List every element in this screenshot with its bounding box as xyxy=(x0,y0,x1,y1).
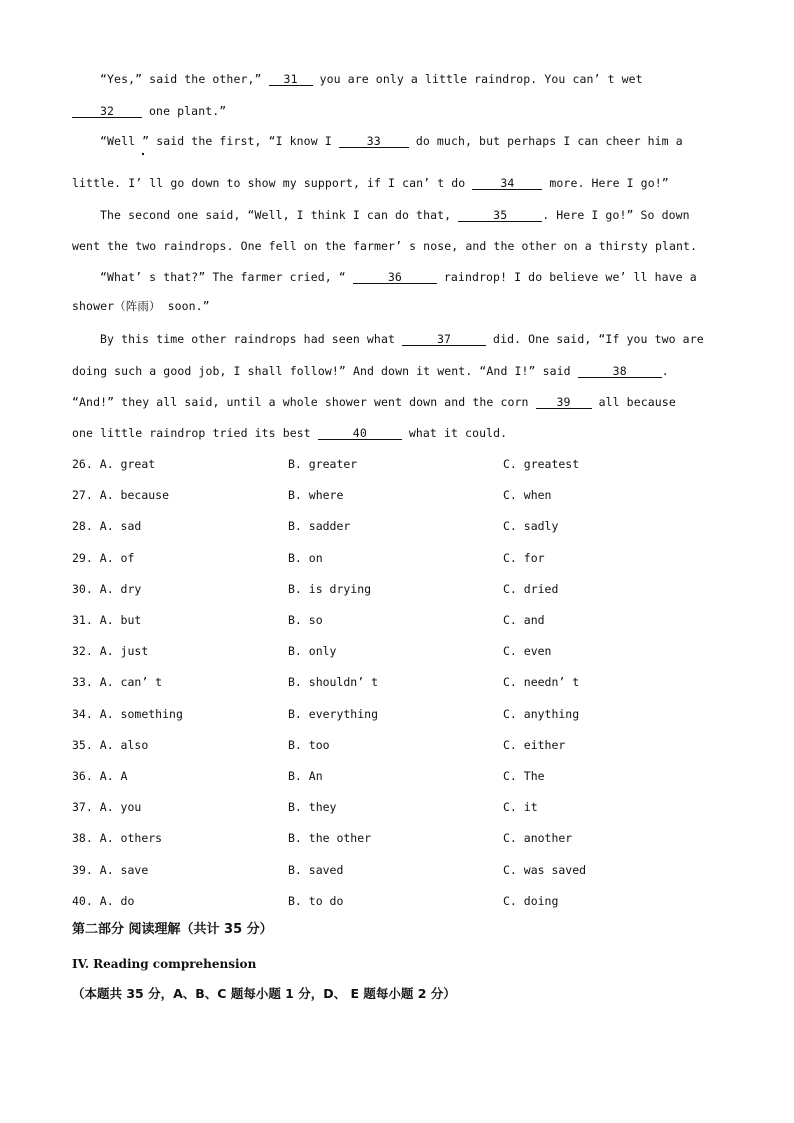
passage-line xyxy=(100,332,704,346)
blank-36: 36 xyxy=(353,271,437,284)
option-a-group xyxy=(72,738,148,752)
stray-dot xyxy=(142,153,144,155)
passage-text: do much, but perhaps I can cheer him a xyxy=(408,134,683,148)
option-a-group xyxy=(72,488,169,502)
option-c[interactable]: C. doing xyxy=(503,893,559,908)
passage-line xyxy=(100,208,690,222)
option-c[interactable]: C. even xyxy=(503,644,552,659)
passage-line xyxy=(72,299,210,313)
option-a-group xyxy=(72,707,183,721)
section-title: 第二部分 阅读理解（共计 35 分） xyxy=(72,922,273,937)
blank-39: 39 xyxy=(536,396,592,409)
option-b[interactable]: B. sadder xyxy=(288,519,351,534)
passage-text: “And!” they all said, until a whole shower went down and the corn xyxy=(72,395,536,409)
option-a-group xyxy=(72,800,141,814)
option-a[interactable]: A. A xyxy=(99,769,128,783)
question-number: 40. xyxy=(72,893,93,908)
option-a-group xyxy=(72,582,141,596)
option-c[interactable]: C. for xyxy=(503,550,545,565)
option-a[interactable]: A. of xyxy=(99,550,135,565)
passage-line xyxy=(72,104,226,118)
passage-text: “Yes,” said the other,” xyxy=(100,72,269,86)
passage-text: all because xyxy=(591,395,676,409)
option-c[interactable]: C. needn’ t xyxy=(503,675,580,690)
option-a[interactable]: A. but xyxy=(99,613,142,627)
option-a[interactable]: A. great xyxy=(99,457,156,471)
option-a-group xyxy=(72,519,141,533)
passage-line xyxy=(72,364,669,378)
option-a[interactable]: A. can’ t xyxy=(99,675,163,690)
blank-37: 37 xyxy=(402,333,486,346)
passage-text: you are only a little raindrop. You can’ t wet xyxy=(312,72,643,86)
question-number: 34. xyxy=(72,706,93,721)
option-b[interactable]: B. is drying xyxy=(288,581,372,596)
option-a[interactable]: A. just xyxy=(99,644,149,659)
question-number: 35. xyxy=(72,737,93,752)
blank-35: 35 xyxy=(458,209,542,222)
passage-text: The second one said, “Well, I think I can do that, xyxy=(100,208,459,222)
question-number: 30. xyxy=(72,581,93,596)
option-c[interactable]: C. it xyxy=(503,800,538,815)
option-c[interactable]: C. The xyxy=(503,769,545,783)
question-number: 32. xyxy=(72,644,93,659)
question-number: 26. xyxy=(72,457,93,471)
section-note: （本题共 35 分，A、B、C 题每小题 1 分，D、 E 题每小题 2 分） xyxy=(72,986,456,1001)
passage-line xyxy=(100,270,697,284)
option-c[interactable]: C. sadly xyxy=(503,519,559,534)
blank-32: 32 xyxy=(72,105,142,118)
option-a-group xyxy=(72,831,162,845)
option-a[interactable]: A. do xyxy=(99,893,135,908)
option-a[interactable]: A. you xyxy=(99,800,142,815)
option-b[interactable]: B. saved xyxy=(288,862,344,877)
option-b[interactable]: B. where xyxy=(288,488,344,503)
option-b[interactable]: B. they xyxy=(288,800,337,815)
option-a-group xyxy=(72,551,134,565)
passage-text: By this time other raindrops had seen what xyxy=(100,332,403,346)
passage-line xyxy=(100,72,643,86)
passage-text: “What’ s that?” The farmer cried, “ xyxy=(100,270,353,284)
option-a[interactable]: A. dry xyxy=(99,581,142,596)
passage-line xyxy=(72,395,676,409)
option-c[interactable]: C. when xyxy=(503,488,552,503)
passage-text: more. Here I go!” xyxy=(542,176,669,190)
option-b[interactable]: B. shouldn’ t xyxy=(288,675,379,690)
option-a-group xyxy=(72,644,148,658)
passage-line xyxy=(100,134,683,148)
option-a-group xyxy=(72,613,141,627)
question-number: 27. xyxy=(72,488,93,503)
section-subtitle: IV. Reading comprehension xyxy=(72,957,257,971)
passage-text: raindrop! I do believe we’ ll have a xyxy=(436,270,697,284)
passage-text: went the two raindrops. One fell on the farmer’ s nose, and the other on a thirsty plant. xyxy=(72,239,698,253)
question-number: 29. xyxy=(72,550,93,565)
option-b[interactable]: B. on xyxy=(288,550,323,565)
option-a-group xyxy=(72,675,162,689)
option-a-group xyxy=(72,769,127,783)
option-a[interactable]: A. because xyxy=(99,488,170,503)
question-number: 33. xyxy=(72,675,93,690)
option-c[interactable]: C. either xyxy=(503,737,566,752)
option-a[interactable]: A. others xyxy=(99,831,163,846)
blank-38: 38 xyxy=(578,365,662,378)
option-a[interactable]: A. sad xyxy=(99,519,142,534)
option-a[interactable]: A. something xyxy=(99,706,183,721)
passage-text: . xyxy=(661,364,669,378)
option-b[interactable]: B. too xyxy=(288,737,330,752)
passage-text: “Well ” said the first, “I know I xyxy=(100,134,339,148)
question-number: 31. xyxy=(72,613,93,627)
option-b[interactable]: B. greater xyxy=(288,457,358,471)
passage-text: one plant.” xyxy=(142,104,227,118)
option-a-group xyxy=(72,894,134,908)
passage-line xyxy=(72,176,669,190)
passage-text: what it could. xyxy=(401,426,508,440)
passage-text: shower（阵雨） soon.” xyxy=(72,299,210,313)
option-a-group xyxy=(72,863,148,877)
blank-34: 34 xyxy=(472,177,542,190)
blank-33: 33 xyxy=(339,135,409,148)
option-c[interactable]: C. anything xyxy=(503,706,580,721)
option-b[interactable]: B. everything xyxy=(288,706,379,721)
question-number: 38. xyxy=(72,831,93,846)
option-b[interactable]: B. to do xyxy=(288,893,344,908)
option-b[interactable]: B. An xyxy=(288,769,323,783)
passage-text: doing such a good job, I shall follow!” And down it went. “And I!” said xyxy=(72,364,578,378)
question-number: 36. xyxy=(72,769,93,783)
option-c[interactable]: C. and xyxy=(503,613,545,627)
option-b[interactable]: B. so xyxy=(288,613,323,627)
passage-line xyxy=(72,426,507,440)
option-c[interactable]: C. was saved xyxy=(503,862,587,877)
option-a[interactable]: A. save xyxy=(99,862,149,877)
option-a-group xyxy=(72,457,155,471)
question-number: 37. xyxy=(72,800,93,815)
question-number: 39. xyxy=(72,862,93,877)
passage-text: little. I’ ll go down to show my support, if I can’ t do xyxy=(72,176,473,190)
option-a[interactable]: A. also xyxy=(99,737,149,752)
option-b[interactable]: B. the other xyxy=(288,831,372,846)
passage-text: did. One said, “If you two are xyxy=(486,332,704,346)
option-c[interactable]: C. dried xyxy=(503,581,559,596)
option-b[interactable]: B. only xyxy=(288,644,337,659)
blank-40: 40 xyxy=(318,427,402,440)
option-c[interactable]: C. another xyxy=(503,831,573,846)
passage-line xyxy=(72,239,697,253)
option-c[interactable]: C. greatest xyxy=(503,457,580,471)
question-number: 28. xyxy=(72,519,93,534)
blank-31: 31 xyxy=(269,73,313,86)
passage-text: . Here I go!” So down xyxy=(542,208,690,222)
passage-text: one little raindrop tried its best xyxy=(72,426,318,440)
